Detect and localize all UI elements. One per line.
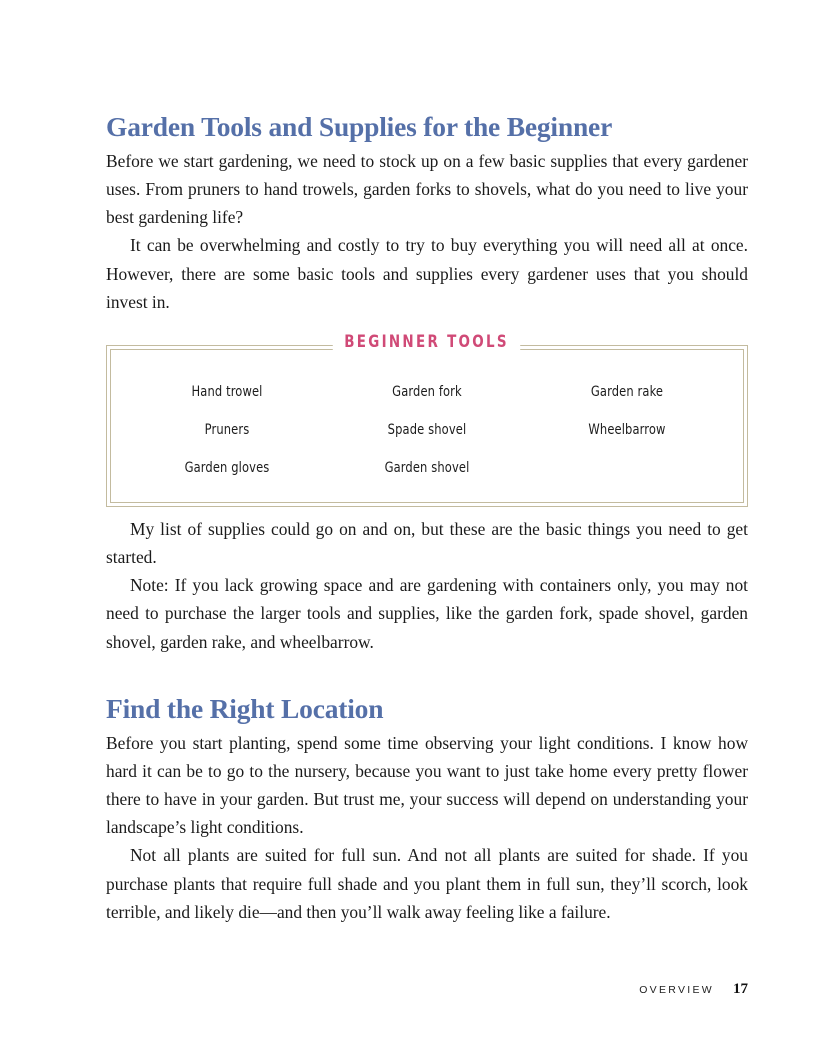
paragraph-intro-2: It can be overwhelming and costly to try to buy everything you will need all at once. However, there are some basic tools and supplies every gardener uses that you should invest in. [106,235,748,312]
footer-chapter-label: OVERVIEW [639,984,714,996]
tool-item: Pruners [204,421,250,438]
tool-item: Spade shovel [387,421,467,438]
callout-title-text: BEGINNER TOOLS [333,334,521,351]
page-content [106,112,748,926]
paragraph-after-callout-2: Note: If you lack growing space and are gardening with containers only, you may not need to purchase the larger tools and supplies, like the garden fork, spade shovel, garden shovel, garden rake, and wheelbarrow. [106,575,748,652]
callout-inner-border [110,349,744,503]
tool-item: Garden rake [590,383,664,400]
page-footer [639,981,748,998]
callout-outer-border [106,345,748,507]
paragraph-after-callout-1: My list of supplies could go on and on, but these are the basic things you need to get started. [106,518,748,568]
tool-item: Hand trowel [191,383,263,400]
tool-item: Garden fork [392,383,462,400]
paragraph-location-2: Not all plants are suited for full sun. And not all plants are suited for shade. If you purchase plants that require full shade and you plant them in full sun, they’ll scorch, look terrible, and likely die—and then you’ll walk away feeling like a failure. [106,845,748,922]
paragraph-intro-1: Before we start gardening, we need to stock up on a few basic supplies that every gardener uses. From pruners to hand trowels, garden forks to shovels, what do you need to live your best gardening life? [106,150,748,228]
tool-item: Garden gloves [184,459,270,476]
tool-item: Wheelbarrow [588,421,666,438]
callout-title [106,331,748,352]
tools-grid [127,384,727,476]
beginner-tools-callout [106,331,748,507]
page-title: Garden Tools and Supplies for the Beginner [106,111,613,142]
paragraph-location-1: Before you start planting, spend some time observing your light conditions. I know how hard it can be to go to the nursery, because you want to just take home every pretty flower there to have in your garden. But trust me, your success will depend on understanding your landscape’s light conditions. [106,732,748,838]
page-number: 17 [733,981,748,997]
tool-item: Garden shovel [384,459,470,476]
section-heading-find-location: Find the Right Location [106,692,384,724]
